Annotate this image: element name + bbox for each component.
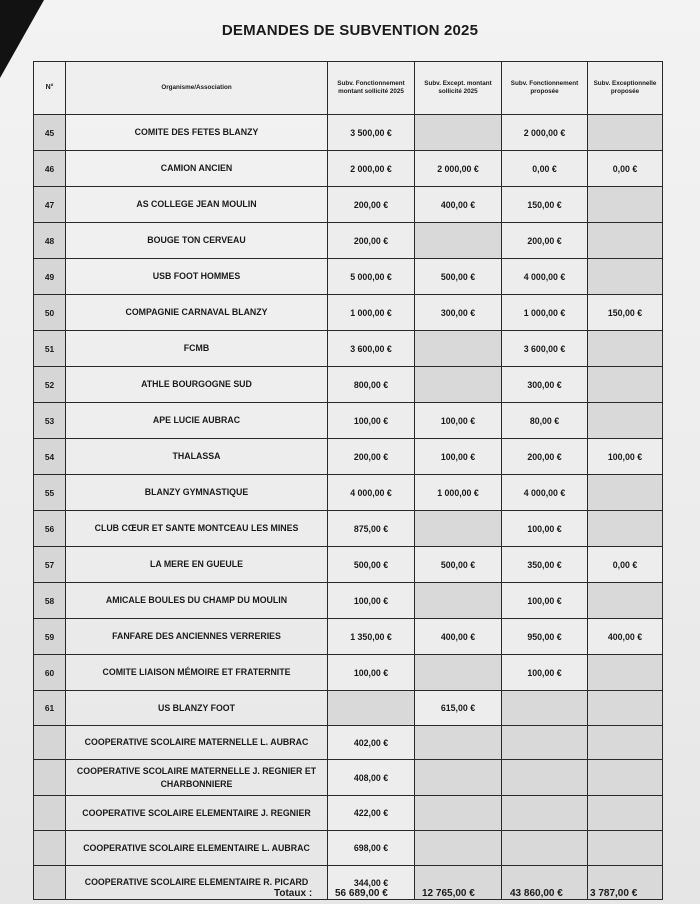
row-except-sollicite (415, 760, 502, 796)
row-organisation: COOPERATIVE SCOLAIRE ELEMENTAIRE L. AUBRAC (66, 831, 328, 866)
row-number: 58 (34, 583, 66, 619)
table-row (34, 223, 663, 259)
row-organisation: FANFARE DES ANCIENNES VERRERIES (66, 619, 328, 655)
table-row (34, 619, 663, 655)
row-except-propose (588, 403, 663, 439)
row-except-sollicite (415, 796, 502, 831)
row-fonct-propose: 1 000,00 € (502, 295, 588, 331)
row-fonct-propose (502, 796, 588, 831)
row-except-propose: 0,00 € (588, 547, 663, 583)
row-except-sollicite (415, 511, 502, 547)
row-fonct-sollicite: 100,00 € (328, 655, 415, 691)
table-row (34, 831, 663, 866)
row-organisation: US BLANZY FOOT (66, 691, 328, 726)
row-except-propose: 400,00 € (588, 619, 663, 655)
row-number: 50 (34, 295, 66, 331)
row-fonct-sollicite: 200,00 € (328, 187, 415, 223)
header-except-sollicite: Subv. Except. montant sollicité 2025 (415, 62, 502, 115)
row-fonct-propose: 950,00 € (502, 619, 588, 655)
row-except-sollicite: 100,00 € (415, 403, 502, 439)
row-except-propose (588, 367, 663, 403)
row-organisation: BLANZY GYMNASTIQUE (66, 475, 328, 511)
row-number: 51 (34, 331, 66, 367)
row-number: 46 (34, 151, 66, 187)
row-except-sollicite (415, 223, 502, 259)
row-except-propose: 150,00 € (588, 295, 663, 331)
row-except-propose: 100,00 € (588, 439, 663, 475)
row-fonct-propose: 2 000,00 € (502, 115, 588, 151)
row-fonct-sollicite: 422,00 € (328, 796, 415, 831)
row-fonct-sollicite: 875,00 € (328, 511, 415, 547)
row-number (34, 726, 66, 760)
row-fonct-propose (502, 726, 588, 760)
row-number: 53 (34, 403, 66, 439)
row-fonct-propose: 4 000,00 € (502, 475, 588, 511)
total-fonct-propose: 43 860,00 € (510, 888, 563, 899)
row-organisation: COMITE DES FETES BLANZY (66, 115, 328, 151)
row-except-propose (588, 796, 663, 831)
row-number: 59 (34, 619, 66, 655)
row-organisation: APE LUCIE AUBRAC (66, 403, 328, 439)
row-number: 45 (34, 115, 66, 151)
row-fonct-propose: 100,00 € (502, 655, 588, 691)
row-except-sollicite: 500,00 € (415, 259, 502, 295)
row-organisation: LA MERE EN GUEULE (66, 547, 328, 583)
row-fonct-sollicite: 344,00 € (328, 866, 415, 900)
row-except-propose (588, 187, 663, 223)
row-except-sollicite (415, 115, 502, 151)
row-number: 54 (34, 439, 66, 475)
row-fonct-sollicite: 402,00 € (328, 726, 415, 760)
row-except-sollicite (415, 367, 502, 403)
row-fonct-sollicite: 3 600,00 € (328, 331, 415, 367)
table-row (34, 403, 663, 439)
row-fonct-propose: 150,00 € (502, 187, 588, 223)
table-row (34, 726, 663, 760)
table-row (34, 439, 663, 475)
row-except-propose (588, 511, 663, 547)
table-row (34, 547, 663, 583)
row-except-propose: 0,00 € (588, 151, 663, 187)
row-except-propose (588, 475, 663, 511)
row-organisation: COOPERATIVE SCOLAIRE ELEMENTAIRE J. REGNIER (66, 796, 328, 831)
header-num: N° (34, 62, 66, 115)
row-number: 57 (34, 547, 66, 583)
row-fonct-sollicite (328, 691, 415, 726)
table-row (34, 511, 663, 547)
row-fonct-propose (502, 831, 588, 866)
row-except-propose (588, 115, 663, 151)
row-except-sollicite: 100,00 € (415, 439, 502, 475)
row-fonct-sollicite: 4 000,00 € (328, 475, 415, 511)
row-except-sollicite (415, 831, 502, 866)
row-fonct-propose: 200,00 € (502, 223, 588, 259)
row-organisation: COOPERATIVE SCOLAIRE ELEMENTAIRE R. PICARD (66, 866, 328, 900)
row-except-propose (588, 655, 663, 691)
row-fonct-propose: 200,00 € (502, 439, 588, 475)
row-organisation: CLUB CŒUR ET SANTE MONTCEAU LES MINES (66, 511, 328, 547)
row-organisation: USB FOOT HOMMES (66, 259, 328, 295)
table-row (34, 187, 663, 223)
table-row (34, 655, 663, 691)
row-except-sollicite: 2 000,00 € (415, 151, 502, 187)
total-except-sollicite: 12 765,00 € (422, 888, 475, 899)
row-fonct-sollicite: 408,00 € (328, 760, 415, 796)
row-number (34, 831, 66, 866)
row-except-propose (588, 223, 663, 259)
row-fonct-propose: 350,00 € (502, 547, 588, 583)
header-organisation: Organisme/Association (66, 62, 328, 115)
row-except-propose (588, 331, 663, 367)
row-organisation: AMICALE BOULES DU CHAMP DU MOULIN (66, 583, 328, 619)
row-except-sollicite (415, 726, 502, 760)
table-row (34, 583, 663, 619)
row-fonct-propose: 80,00 € (502, 403, 588, 439)
row-number (34, 796, 66, 831)
row-fonct-sollicite: 1 350,00 € (328, 619, 415, 655)
table-row (34, 367, 663, 403)
row-number: 60 (34, 655, 66, 691)
table-row (34, 760, 663, 796)
row-organisation: BOUGE TON CERVEAU (66, 223, 328, 259)
row-number: 61 (34, 691, 66, 726)
row-number: 56 (34, 511, 66, 547)
row-except-sollicite: 615,00 € (415, 691, 502, 726)
row-number: 49 (34, 259, 66, 295)
table-row (34, 331, 663, 367)
table-row (34, 796, 663, 831)
row-organisation: COMITE LIAISON MÉMOIRE ET FRATERNITE (66, 655, 328, 691)
table-row (34, 691, 663, 726)
table-header-row (34, 62, 663, 115)
row-organisation: COOPERATIVE SCOLAIRE MATERNELLE L. AUBRAC (66, 726, 328, 760)
row-except-sollicite (415, 583, 502, 619)
row-fonct-propose: 100,00 € (502, 583, 588, 619)
row-except-propose (588, 259, 663, 295)
row-fonct-sollicite: 1 000,00 € (328, 295, 415, 331)
row-fonct-propose: 0,00 € (502, 151, 588, 187)
table-row (34, 295, 663, 331)
row-fonct-sollicite: 100,00 € (328, 583, 415, 619)
row-fonct-sollicite: 200,00 € (328, 439, 415, 475)
header-fonct-propose: Subv. Fonctionnement proposée (502, 62, 588, 115)
row-except-sollicite: 1 000,00 € (415, 475, 502, 511)
row-organisation: COMPAGNIE CARNAVAL BLANZY (66, 295, 328, 331)
row-organisation: FCMB (66, 331, 328, 367)
row-except-sollicite (415, 655, 502, 691)
header-fonct-sollicite: Subv. Fonctionnement montant sollicité 2025 (328, 62, 415, 115)
row-except-sollicite: 400,00 € (415, 619, 502, 655)
row-fonct-sollicite: 698,00 € (328, 831, 415, 866)
row-number: 55 (34, 475, 66, 511)
row-except-sollicite: 300,00 € (415, 295, 502, 331)
table-row (34, 475, 663, 511)
row-organisation: CAMION ANCIEN (66, 151, 328, 187)
row-fonct-sollicite: 2 000,00 € (328, 151, 415, 187)
table-row (34, 115, 663, 151)
header-except-propose: Subv. Exceptionnelle proposée (588, 62, 663, 115)
row-except-sollicite: 400,00 € (415, 187, 502, 223)
row-fonct-propose (502, 691, 588, 726)
page-title: DEMANDES DE SUBVENTION 2025 (221, 22, 479, 39)
table-row (34, 151, 663, 187)
totals-label: Totaux : (274, 888, 313, 899)
row-fonct-propose (502, 760, 588, 796)
row-organisation: AS COLLEGE JEAN MOULIN (66, 187, 328, 223)
row-number: 52 (34, 367, 66, 403)
row-except-propose (588, 726, 663, 760)
row-except-propose (588, 583, 663, 619)
subsidy-table (33, 61, 663, 900)
row-fonct-sollicite: 100,00 € (328, 403, 415, 439)
row-except-sollicite (415, 331, 502, 367)
row-organisation: COOPERATIVE SCOLAIRE MATERNELLE J. REGNIER ET CHARBONNIERE (66, 760, 328, 796)
row-fonct-propose: 300,00 € (502, 367, 588, 403)
row-except-propose (588, 831, 663, 866)
row-number: 48 (34, 223, 66, 259)
row-fonct-sollicite: 3 500,00 € (328, 115, 415, 151)
table-row (34, 259, 663, 295)
row-number: 47 (34, 187, 66, 223)
row-organisation: THALASSA (66, 439, 328, 475)
row-number (34, 866, 66, 900)
row-fonct-sollicite: 5 000,00 € (328, 259, 415, 295)
row-fonct-sollicite: 200,00 € (328, 223, 415, 259)
row-except-propose (588, 760, 663, 796)
row-number (34, 760, 66, 796)
row-except-sollicite: 500,00 € (415, 547, 502, 583)
row-fonct-propose: 4 000,00 € (502, 259, 588, 295)
row-except-propose (588, 691, 663, 726)
total-except-propose: 3 787,00 € (590, 888, 638, 899)
row-fonct-propose: 3 600,00 € (502, 331, 588, 367)
total-fonct-sollicite: 56 689,00 € (335, 888, 388, 899)
row-fonct-propose: 100,00 € (502, 511, 588, 547)
row-fonct-sollicite: 800,00 € (328, 367, 415, 403)
row-fonct-sollicite: 500,00 € (328, 547, 415, 583)
row-organisation: ATHLE BOURGOGNE SUD (66, 367, 328, 403)
